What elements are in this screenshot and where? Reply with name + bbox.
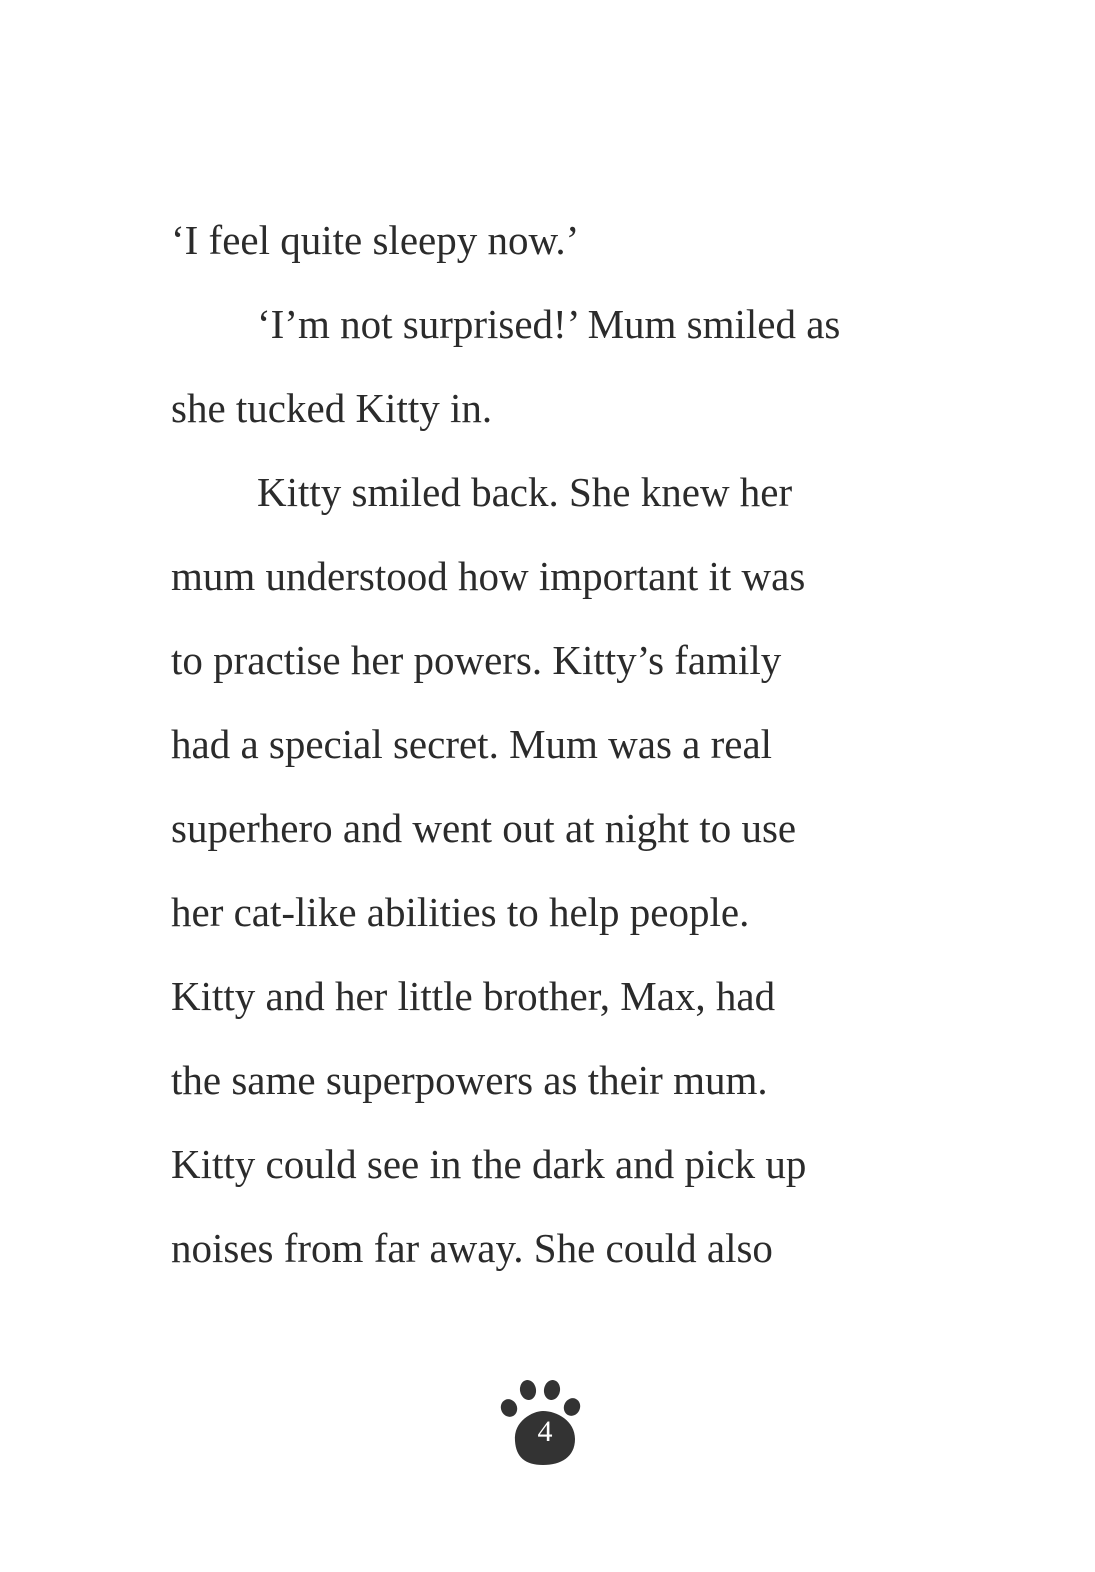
text-line: the same superpowers as their mum. bbox=[171, 1057, 768, 1103]
text-line: she tucked Kitty in. bbox=[171, 385, 493, 431]
text-line: her cat-like abilities to help people. bbox=[171, 889, 750, 935]
text-line: superhero and went out at night to use bbox=[171, 805, 797, 851]
body-text bbox=[171, 198, 931, 1290]
text-line: ‘I feel quite sleepy now.’ bbox=[171, 217, 580, 263]
paw-toe bbox=[542, 1379, 561, 1401]
text-line: to practise her powers. Kitty’s family bbox=[171, 637, 782, 683]
paw-toe bbox=[518, 1379, 537, 1401]
text-line: mum understood how important it was bbox=[171, 553, 806, 599]
text-line: ‘I’m not surprised!’ Mum smiled as bbox=[257, 301, 841, 347]
text-line: noises from far away. She could also bbox=[171, 1225, 773, 1271]
text-line: Kitty smiled back. She knew her bbox=[257, 469, 793, 515]
page-number: 4 bbox=[537, 1415, 553, 1448]
text-line: had a special secret. Mum was a real bbox=[171, 721, 773, 767]
text-line: Kitty and her little brother, Max, had bbox=[171, 973, 776, 1019]
text-line: Kitty could see in the dark and pick up bbox=[171, 1141, 807, 1187]
